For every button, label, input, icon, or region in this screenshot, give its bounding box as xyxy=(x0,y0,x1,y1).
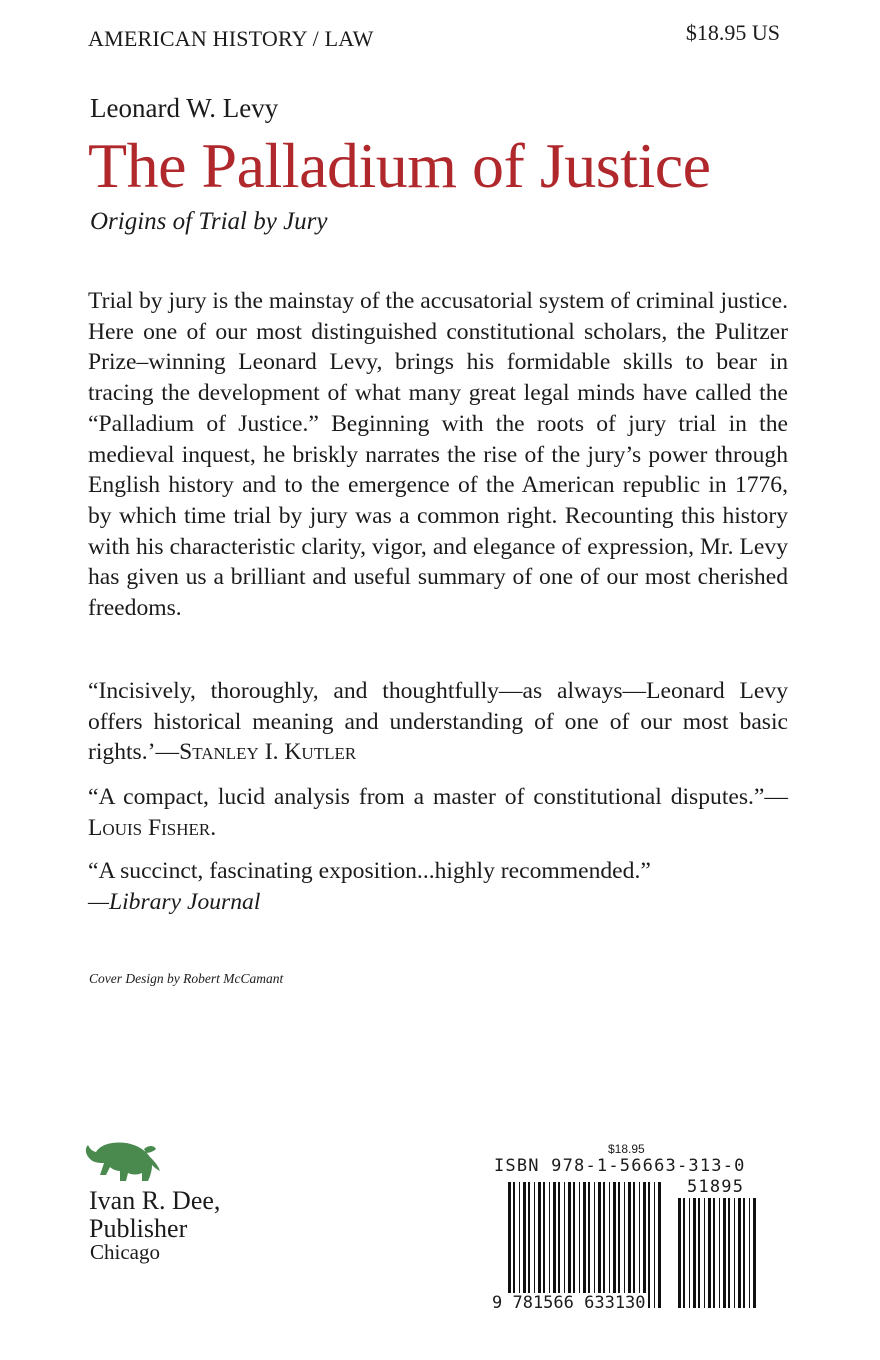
review-quote xyxy=(88,782,788,843)
review-quote-text: “A succinct, fascinating exposition...highly recommended.” xyxy=(88,858,651,884)
barcode-bar xyxy=(558,1182,560,1308)
barcode-bar xyxy=(633,1182,635,1308)
barcode-bar xyxy=(648,1182,650,1308)
barcode-bar xyxy=(723,1198,726,1308)
barcode-bar xyxy=(618,1182,620,1308)
elephant-icon xyxy=(82,1135,162,1185)
book-subtitle: Origins of Trial by Jury xyxy=(90,208,328,235)
barcode-bar xyxy=(738,1198,741,1308)
barcode-bar xyxy=(643,1182,646,1308)
barcode-bar xyxy=(689,1198,690,1308)
barcode-bar xyxy=(698,1198,700,1308)
barcode-bar xyxy=(683,1198,685,1308)
review-quote-text: “Incisively, thoroughly, and thoughtfully—as always—Leonard Levy offers historical meaning and understanding of one of our most basic rights.’— xyxy=(88,678,788,766)
barcode-bar xyxy=(734,1198,735,1308)
review-quote-source: Louis Fisher xyxy=(88,814,211,841)
barcode-bar xyxy=(568,1182,571,1308)
barcode-bar xyxy=(564,1182,565,1308)
review-quote-source: —Library Journal xyxy=(88,888,261,915)
barcode-price: $18.95 xyxy=(608,1142,645,1156)
review-quote-suffix: . xyxy=(210,814,217,841)
barcode-bar xyxy=(613,1182,616,1308)
barcode-bar xyxy=(719,1198,720,1308)
barcode xyxy=(490,1140,770,1320)
barcode-bar xyxy=(708,1198,711,1308)
review-quote-text: “A compact, lucid analysis from a master of constitutional disputes.”— xyxy=(88,784,788,810)
review-quote xyxy=(88,856,788,917)
barcode-bar xyxy=(743,1198,745,1308)
barcode-bar xyxy=(639,1182,640,1308)
barcode-bar xyxy=(573,1182,575,1308)
barcode-bar xyxy=(513,1182,515,1308)
barcode-bar xyxy=(594,1182,595,1308)
barcode-bar xyxy=(598,1182,601,1308)
barcode-bar xyxy=(713,1198,715,1308)
barcode-bar xyxy=(534,1182,535,1308)
barcode-bar xyxy=(583,1182,586,1308)
barcode-bar xyxy=(654,1182,655,1308)
barcode-bar xyxy=(624,1182,625,1308)
cover-price: $18.95 US xyxy=(685,20,780,45)
publisher-city: Chicago xyxy=(90,1240,160,1264)
barcode-bar xyxy=(549,1182,550,1308)
barcode-bar xyxy=(508,1182,511,1308)
barcode-bar xyxy=(704,1198,705,1308)
barcode-addon: 51895 xyxy=(687,1177,745,1197)
review-quote xyxy=(88,676,788,768)
barcode-bar xyxy=(523,1182,526,1308)
publisher-label: Publisher xyxy=(89,1214,188,1243)
barcode-bar xyxy=(728,1198,730,1308)
publisher-name: Ivan R. Dee, xyxy=(89,1186,221,1215)
barcode-bar xyxy=(658,1182,661,1308)
author-name: Leonard W. Levy xyxy=(90,93,279,123)
barcode-bar xyxy=(753,1198,756,1308)
barcode-bar xyxy=(749,1198,750,1308)
barcode-bar xyxy=(603,1182,605,1308)
barcode-bar xyxy=(528,1182,530,1308)
barcode-bar xyxy=(538,1182,541,1308)
cover-design-credit: Cover Design by Robert McCamant xyxy=(89,971,284,986)
category-label: AMERICAN HISTORY / LAW xyxy=(88,26,374,51)
barcode-bar xyxy=(553,1182,556,1308)
barcode-bar xyxy=(543,1182,545,1308)
barcode-bar xyxy=(519,1182,520,1308)
barcode-bar xyxy=(579,1182,580,1308)
review-quote-source: Stanley I. Kutler xyxy=(179,739,357,766)
barcode-bar xyxy=(588,1182,590,1308)
barcode-bar xyxy=(678,1198,681,1308)
isbn-label: ISBN 978-1-56663-313-0 xyxy=(494,1156,746,1176)
barcode-bar xyxy=(693,1198,696,1308)
barcode-bar xyxy=(609,1182,610,1308)
book-title: The Palladium of Justice xyxy=(88,130,711,201)
barcode-bar xyxy=(628,1182,631,1308)
description-paragraph: Trial by jury is the mainstay of the accusatorial system of criminal justice. Here one of our most distinguished constitutional scholars, the Pulitzer Prize–winning Leonard Levy, brings his formidable skills to bear in tracing the development of what many great legal minds have called the “Palladium of Justice.” Beginning with the roots of jury trial in the medieval inquest, he briskly narrates the rise of the jury’s power through English history and to the emergence of the American republic in 1776, by which time trial by jury was a common right. Recounting this history with his characteristic clarity, vigor, and elegance of expression, Mr. Levy has given us a brilliant and useful summary of one of our most cherished freedoms. xyxy=(88,288,788,622)
barcode-digits: 9 781566 633130 xyxy=(492,1293,646,1313)
